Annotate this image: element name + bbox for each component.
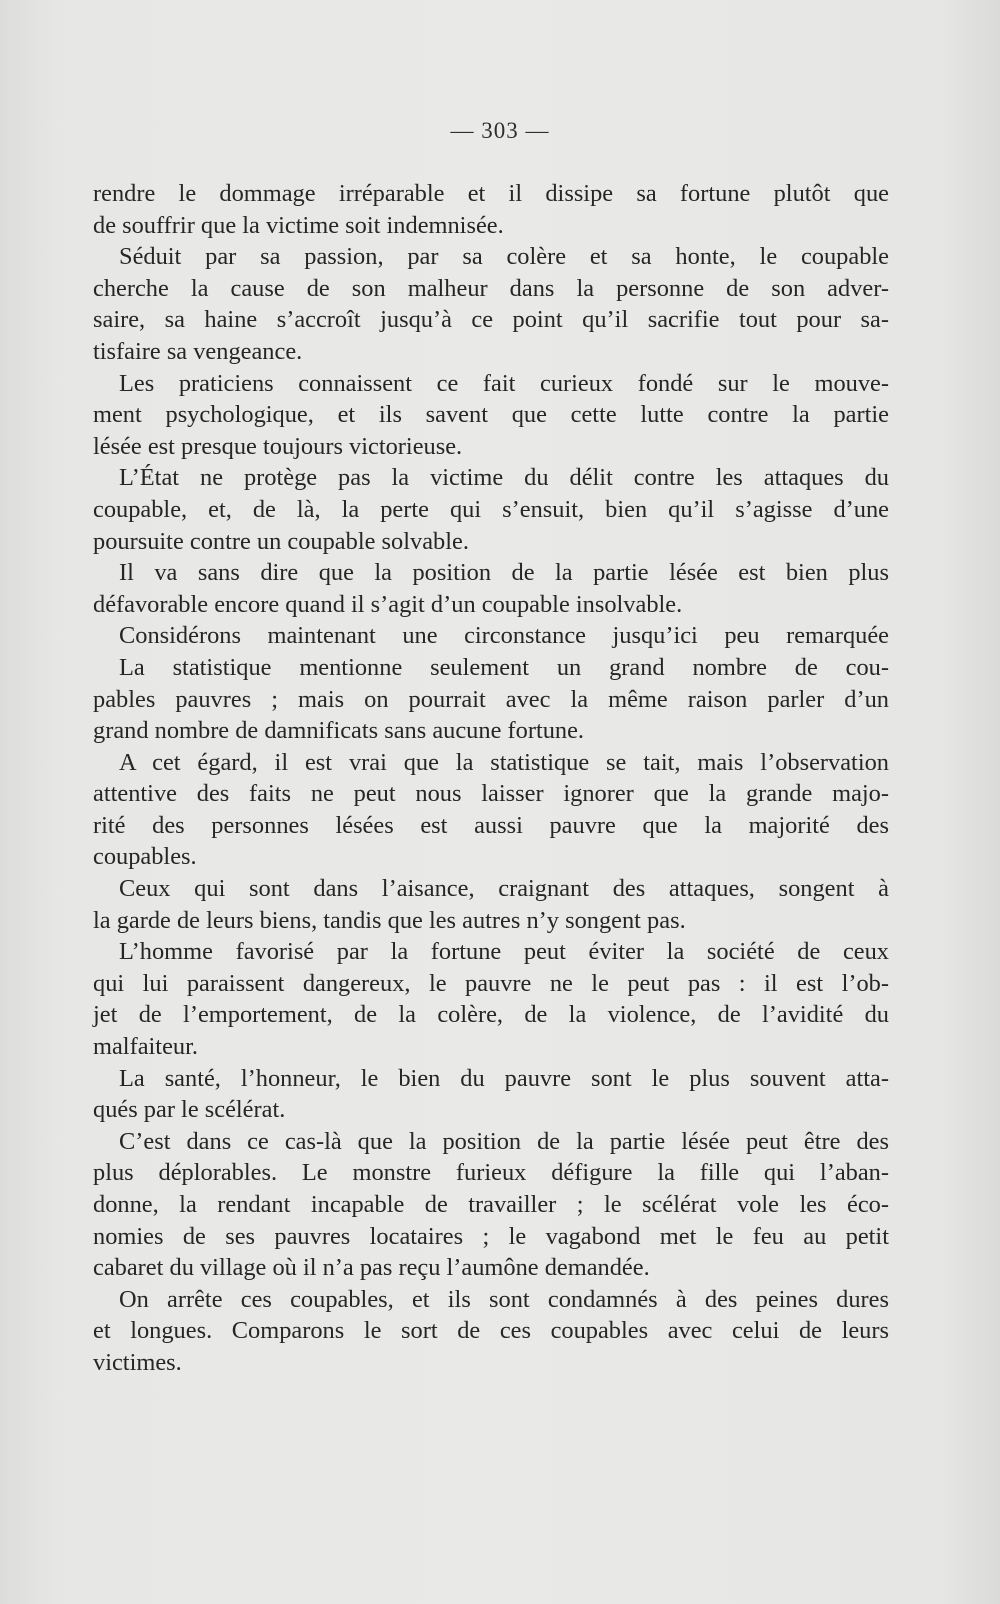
text-line: défavorable encore quand il s’agit d’un coupable insolvable.	[93, 590, 683, 618]
text-line: coupables.	[93, 843, 197, 871]
text-line: qui lui paraissent dangereux, le pauvre ne le peut pas : il est l’ob-	[93, 969, 889, 997]
text-line: rité des personnes lésées est aussi pauvre que la majorité des	[93, 811, 889, 839]
text-line: la garde de leurs biens, tandis que les autres n’y songent pas.	[93, 906, 686, 934]
text-line: Séduit par sa passion, par sa colère et sa honte, le coupable	[119, 243, 889, 271]
text-line: donne, la rendant incapable de travailler ; le scélérat vole les éco-	[93, 1191, 889, 1218]
text-line: et longues. Comparons le sort de ces coupables avec celui de leurs	[93, 1317, 889, 1345]
text-line: qués par le scélérat.	[93, 1096, 286, 1124]
text-line: jet de l’emportement, de la colère, de la violence, de l’avidité du	[93, 1001, 889, 1029]
text-line: Considérons maintenant une circonstance jusqu’ici peu remarquée	[119, 622, 889, 650]
text-line: poursuite contre un coupable solvable.	[93, 527, 469, 555]
text-line: L’État ne protège pas la victime du délit contre les attaques du	[119, 464, 889, 492]
text-line: cherche la cause de son malheur dans la personne de son adver-	[93, 274, 889, 302]
text-line: plus déplorables. Le monstre furieux défigure la fille qui l’aban-	[93, 1159, 889, 1187]
text-line: L’homme favorisé par la fortune peut éviter la société de ceux	[119, 938, 889, 966]
text-line: coupable, et, de là, la perte qui s’ensuit, bien qu’il s’agisse d’une	[93, 495, 889, 523]
text-line: Ceux qui sont dans l’aisance, craignant des attaques, songent à	[119, 875, 889, 903]
text-line: de souffrir que la victime soit indemnisée.	[93, 211, 504, 239]
text-line: Il va sans dire que la position de la partie lésée est bien plus	[119, 559, 889, 587]
text-line: C’est dans ce cas-là que la position de la partie lésée peut être des	[119, 1127, 889, 1155]
text-line: pables pauvres ; mais on pourrait avec la même raison parler d’un	[93, 685, 889, 713]
text-line: La statistique mentionne seulement un grand nombre de cou-	[119, 653, 889, 681]
text-line: lésée est presque toujours victorieuse.	[93, 432, 463, 460]
text-line: rendre le dommage irréparable et il dissipe sa fortune plutôt que	[93, 180, 889, 207]
text-line: attentive des faits ne peut nous laisser ignorer que la grande majo-	[93, 780, 889, 808]
text-line: ment psychologique, et ils savent que cette lutte contre la partie	[93, 401, 889, 429]
page-number: — 303 —	[450, 118, 550, 143]
text-line: On arrête ces coupables, et ils sont condamnés à des peines dures	[119, 1285, 889, 1313]
text-line: grand nombre de damnificats sans aucune fortune.	[93, 717, 585, 745]
text-line: La santé, l’honneur, le bien du pauvre sont le plus souvent atta-	[119, 1064, 889, 1092]
text-line: cabaret du village où il n’a pas reçu l’aumône demandée.	[93, 1254, 650, 1282]
text-line: nomies de ses pauvres locataires ; le vagabond met le feu au petit	[93, 1222, 889, 1250]
text-line: A cet égard, il est vrai que la statistique se tait, mais l’observation	[119, 748, 889, 776]
body-text	[93, 178, 889, 1379]
text-line: tisfaire sa vengeance.	[93, 337, 303, 365]
text-line: victimes.	[93, 1348, 182, 1376]
text-line: Les praticiens connaissent ce fait curieux fondé sur le mouve-	[119, 369, 889, 397]
text-line: saire, sa haine s’accroît jusqu’à ce point qu’il sacrifie tout pour sa-	[93, 306, 889, 334]
text-line: malfaiteur.	[93, 1033, 198, 1061]
